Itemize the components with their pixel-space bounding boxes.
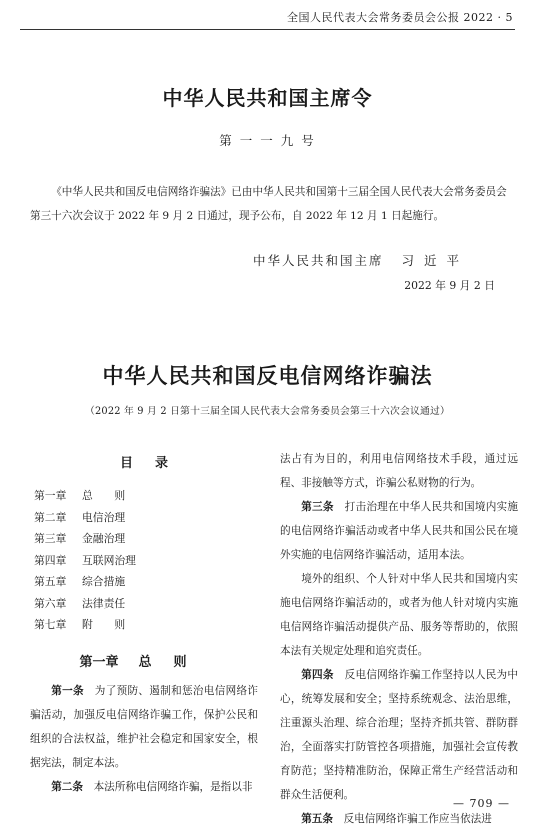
article-text: 反电信网络诈骗工作应当依法进 <box>343 813 492 825</box>
toc-heading: 目录 <box>119 456 190 471</box>
article-label: 第三条 <box>301 501 334 513</box>
toc-item-number: 第一章 <box>34 489 67 502</box>
page-header <box>0 0 535 30</box>
law-subtitle: （2022 年 9 月 2 日第十三届全国人民代表大会常务委员会第三十六次会议通过） <box>84 406 451 417</box>
toc-item-name: 综合措施 <box>82 575 126 588</box>
toc-item-number: 第六章 <box>34 596 67 610</box>
toc-item <box>30 614 258 636</box>
toc-item-name: 总 则 <box>82 489 126 502</box>
article-label: 第四条 <box>301 669 334 681</box>
toc-item <box>30 593 258 615</box>
toc-item <box>30 507 258 529</box>
article-1 <box>30 679 258 775</box>
article-2-continued: 法占有为目的，利用电信网络技术手段，通过远程、非接触等方式，诈骗公私财物的行为。 <box>280 453 518 489</box>
toc-item-number: 第四章 <box>34 553 67 567</box>
table-of-contents <box>30 485 258 636</box>
toc-item <box>30 550 258 572</box>
chapter-heading <box>30 651 258 670</box>
article-3 <box>280 495 518 567</box>
chapter-name: 总则 <box>138 654 209 670</box>
signature-date: 2022 年 9 月 2 日 <box>404 279 495 292</box>
article-text: 反电信网络诈骗工作坚持以人民为中心，统筹发展和安全；坚持系统观念、法治思维，注重源头治理、综合治理；坚持齐抓共管、群防群治，全面落实打防管控各项措施，加强社会宣传教育防范；坚持精准防治，保障正常生产经营活动和群众生活便利。 <box>280 669 519 801</box>
order-body: 《中华人民共和国反电信网络诈骗法》已由中华人民共和国第十三届全国人民代表大会常务委员会第三十六次会议于 2022 年 9 月 2 日通过，现予公布，自 2022 年 12 月 1 日起施行。 <box>30 186 507 222</box>
article-4 <box>280 663 518 807</box>
toc-item-name: 互联网治理 <box>82 553 136 567</box>
article-label: 第二条 <box>51 780 83 793</box>
page-number: — 709 — <box>453 797 510 810</box>
article-label: 第一条 <box>51 684 84 697</box>
toc-item-name: 电信治理 <box>82 510 126 524</box>
order-number: 第 一 一 九 号 <box>219 133 316 148</box>
toc-item <box>30 485 258 507</box>
toc-item-number: 第三章 <box>34 532 67 545</box>
chapter-number: 第一章 <box>79 654 119 670</box>
header-text: 全国人民代表大会常务委员会公报 2022 · 5 <box>287 11 513 24</box>
toc-item-number: 第二章 <box>34 510 67 524</box>
toc-item-name: 金融治理 <box>82 532 126 545</box>
toc-item <box>30 571 258 593</box>
header-rule <box>20 29 515 30</box>
signer-name: 习近平 <box>401 253 470 268</box>
article-text: 本法所称电信网络诈骗，是指以非 <box>93 780 253 793</box>
article-3-paragraph-2: 境外的组织、个人针对中华人民共和国境内实施电信网络诈骗活动的，或者为他人针对境内实施电信网络诈骗活动提供产品、服务等帮助的，依照本法有关规定处理和追究责任。 <box>280 573 518 657</box>
toc-item <box>30 528 258 550</box>
right-column <box>280 447 518 831</box>
left-column <box>30 452 258 799</box>
toc-item-number: 第七章 <box>34 618 67 631</box>
article-text: 打击治理在中华人民共和国境内实施的电信网络诈骗活动或者中华人民共和国公民在境外实施的电信网络诈骗活动，适用本法。 <box>280 501 519 561</box>
law-title: 中华人民共和国反电信网络诈骗法 <box>102 364 433 388</box>
toc-item-name: 法律责任 <box>82 596 126 610</box>
article-label: 第五条 <box>301 813 333 825</box>
order-title: 中华人民共和国主席令 <box>162 86 373 110</box>
article-2 <box>30 775 258 799</box>
article-text: 为了预防、遏制和惩治电信网络诈骗活动，加强反电信网络诈骗工作，保护公民和组织的合法权益，维护社会稳定和国家安全，根据宪法，制定本法。 <box>30 684 259 769</box>
toc-item-name: 附 则 <box>82 618 126 631</box>
signature-line <box>253 251 469 269</box>
toc-item-number: 第五章 <box>34 575 67 588</box>
signer-title: 中华人民共和国主席 <box>253 253 384 268</box>
article-5 <box>280 807 518 831</box>
